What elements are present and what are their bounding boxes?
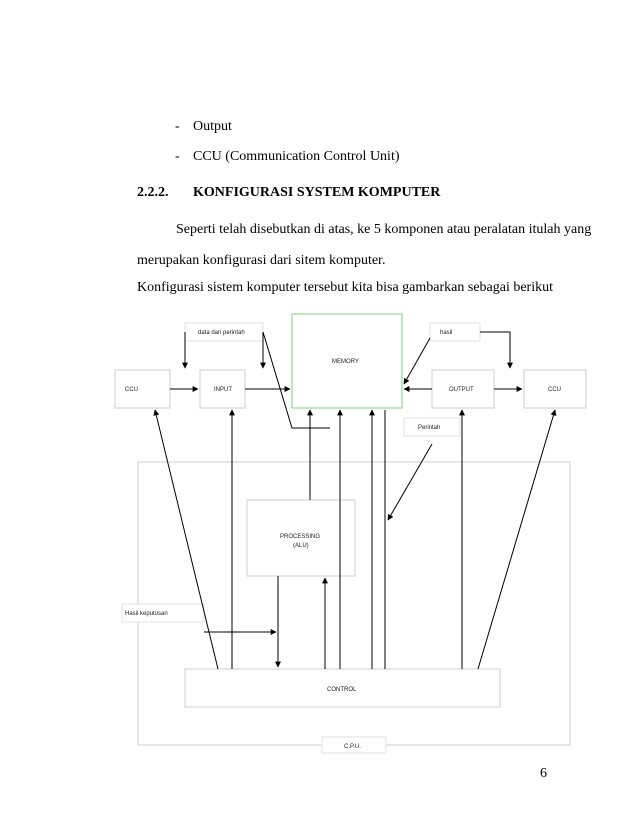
memory-label: MEMORY — [332, 359, 359, 365]
hasil-keputusan-label: Hasil keputusan — [125, 611, 168, 617]
paragraph-line-2: merupakan konfigurasi dari sitem komputer. — [137, 253, 386, 268]
arrow-control-to-ccu-left — [155, 410, 218, 669]
ccu-left-label: CCU — [125, 387, 138, 393]
ccu-left-box — [115, 370, 170, 408]
list-bullet-output: - — [175, 119, 180, 134]
data-program-label: data dan perintah — [198, 330, 245, 336]
control-label: CONTROL — [327, 687, 357, 693]
perintah-label: Perintah — [418, 425, 441, 431]
arrow-hasil-to-ccu-right — [480, 332, 510, 368]
alu-label: (ALU) — [293, 543, 309, 549]
arrow-control-to-ccu-right — [478, 410, 555, 669]
arrow-perintah-to-processing — [388, 444, 432, 520]
paragraph-line-1: Seperti telah disebutkan di atas, ke 5 komponen atau peralatan itulah yang — [176, 222, 592, 237]
list-item-output: Output — [193, 119, 232, 134]
hasil-label: hasil — [440, 330, 453, 336]
output-label: OUTPUT — [449, 387, 474, 393]
ccu-right-label: CCU — [548, 387, 561, 393]
list-item-ccu: CCU (Communication Control Unit) — [193, 149, 400, 164]
page-number: 6 — [540, 766, 547, 781]
processing-label: PROCESSING — [280, 534, 321, 540]
list-bullet-ccu: - — [175, 149, 180, 164]
paragraph-line-3: Konfigurasi sistem komputer tersebut kita bisa gambarkan sebagai berikut — [137, 280, 554, 295]
input-label: INPUT — [214, 387, 232, 393]
section-title: KONFIGURASI SYSTEM KOMPUTER — [193, 185, 441, 200]
hasil-box — [430, 323, 480, 341]
cpu-label: C.P.U. — [344, 744, 361, 750]
section-number: 2.2.2. — [137, 185, 169, 200]
arrow-hasil-to-memory — [404, 338, 430, 384]
